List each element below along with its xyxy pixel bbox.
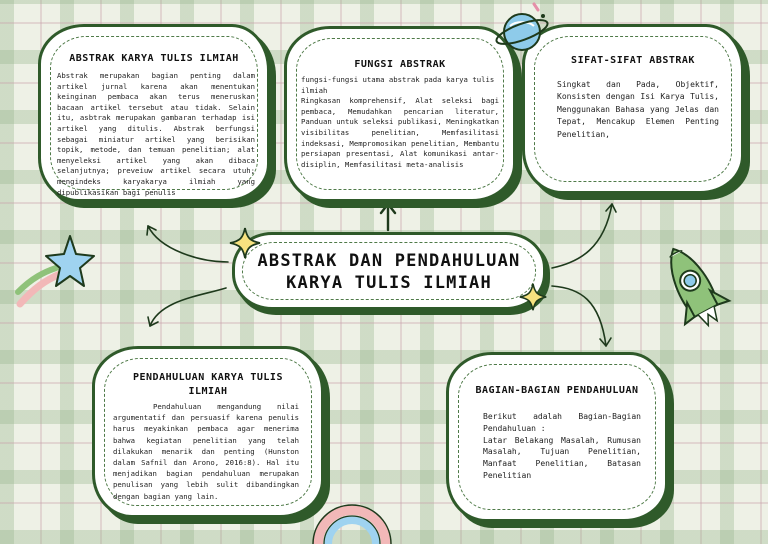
card-abstrak-body: Abstrak merupakan bagian penting dalam artikel jurnal karena akan menentukan keinginan pembaca akan terus meneruskan bacaan artikel tersebut atau tidak. Selain itu, asbtrak merupakan gambaran terhadap isi artikel yang ditulis. Abstrak berfungsi sebagai miniatur artikel yang berisikan topik, metode, dan temuan penelitian; alat menyeleksi artikel yang akan dibaca selanjutnya; preveiuw artikel secara utuh; mengindeks karyakarya ilmiah yang dipublikasikan bagi penulis (57, 71, 255, 197)
card-fungsi-content (301, 75, 499, 170)
card-bagian-title: BAGIAN-BAGIAN PENDAHULUAN (475, 385, 639, 396)
rainbow-icon (312, 490, 392, 544)
card-pendahuluan-content (113, 401, 299, 502)
card-abstrak (38, 24, 270, 202)
card-pendahuluan-title: PENDAHULUAN KARYA TULIS ILMIAH (133, 372, 283, 397)
planet-icon (494, 2, 554, 58)
card-fungsi-body: Ringkasan komprehensif, Alat seleksi bagi pembaca, Memudahkan pencarian literatur, Panduan untuk seleksi publikasi, Meningkatkan visibilitas penelitian, Memfasilitasi indeksasi, Mempromosikan penelitian, Membantu persiapan presentasi, Alat komunikasi antar-disiplin, Memfasilitasi meta-analisis (301, 96, 499, 169)
card-bagian (446, 352, 668, 522)
center-title-box (232, 232, 546, 310)
card-pendahuluan (92, 346, 324, 518)
center-title (235, 250, 543, 294)
card-bagian-content (483, 411, 641, 482)
card-sifat-title: SIFAT-SIFAT ABSTRAK (571, 55, 695, 66)
card-fungsi-intro: fungsi-fungsi utama abstrak pada karya tulis ilmiah (301, 75, 495, 95)
card-bagian-intro: Berikut adalah Bagian-Bagian Pendahuluan : (483, 412, 641, 433)
center-title-line1: ABSTRAK DAN PENDAHULUAN (257, 251, 521, 271)
card-sifat (522, 24, 744, 194)
rocket-icon (648, 236, 738, 336)
center-title-line2: KARYA TULIS ILMIAH (286, 273, 492, 293)
sparkle-icon-2 (518, 282, 548, 312)
card-fungsi (284, 26, 516, 202)
card-abstrak-title: ABSTRAK KARYA TULIS ILMIAH (69, 53, 239, 64)
shooting-star-icon (14, 228, 98, 312)
sparkle-icon (228, 226, 262, 260)
card-sifat-body: Singkat dan Pada, Objektif, Konsisten dengan Isi Karya Tulis, Menggunakan Bahasa yang Jelas dan Tepat, Mencakup Elemen Penting Penelitian, (557, 80, 719, 139)
card-pendahuluan-body: Pendahuluan mengandung nilai argumentatif dan persuasif karena penulis harus meyakinkan pembaca agar menerima bahwa kegiatan penelitian yang telah dilakukan menarik dan penting (Hunston dalam Safnil dan Arono, 2016:8). Hal itu menjadikan bagian pendahuluan merupakan penulisan yang lebih sulit dibandingkan dengan bagian yang lain. (113, 402, 299, 501)
card-fungsi-title: FUNGSI ABSTRAK (354, 59, 446, 70)
card-bagian-body: Latar Belakang Masalah, Rumusan Masalah, Tujuan Penelitian, Manfaat Penelitian, Batasan Penelitian (483, 435, 641, 480)
